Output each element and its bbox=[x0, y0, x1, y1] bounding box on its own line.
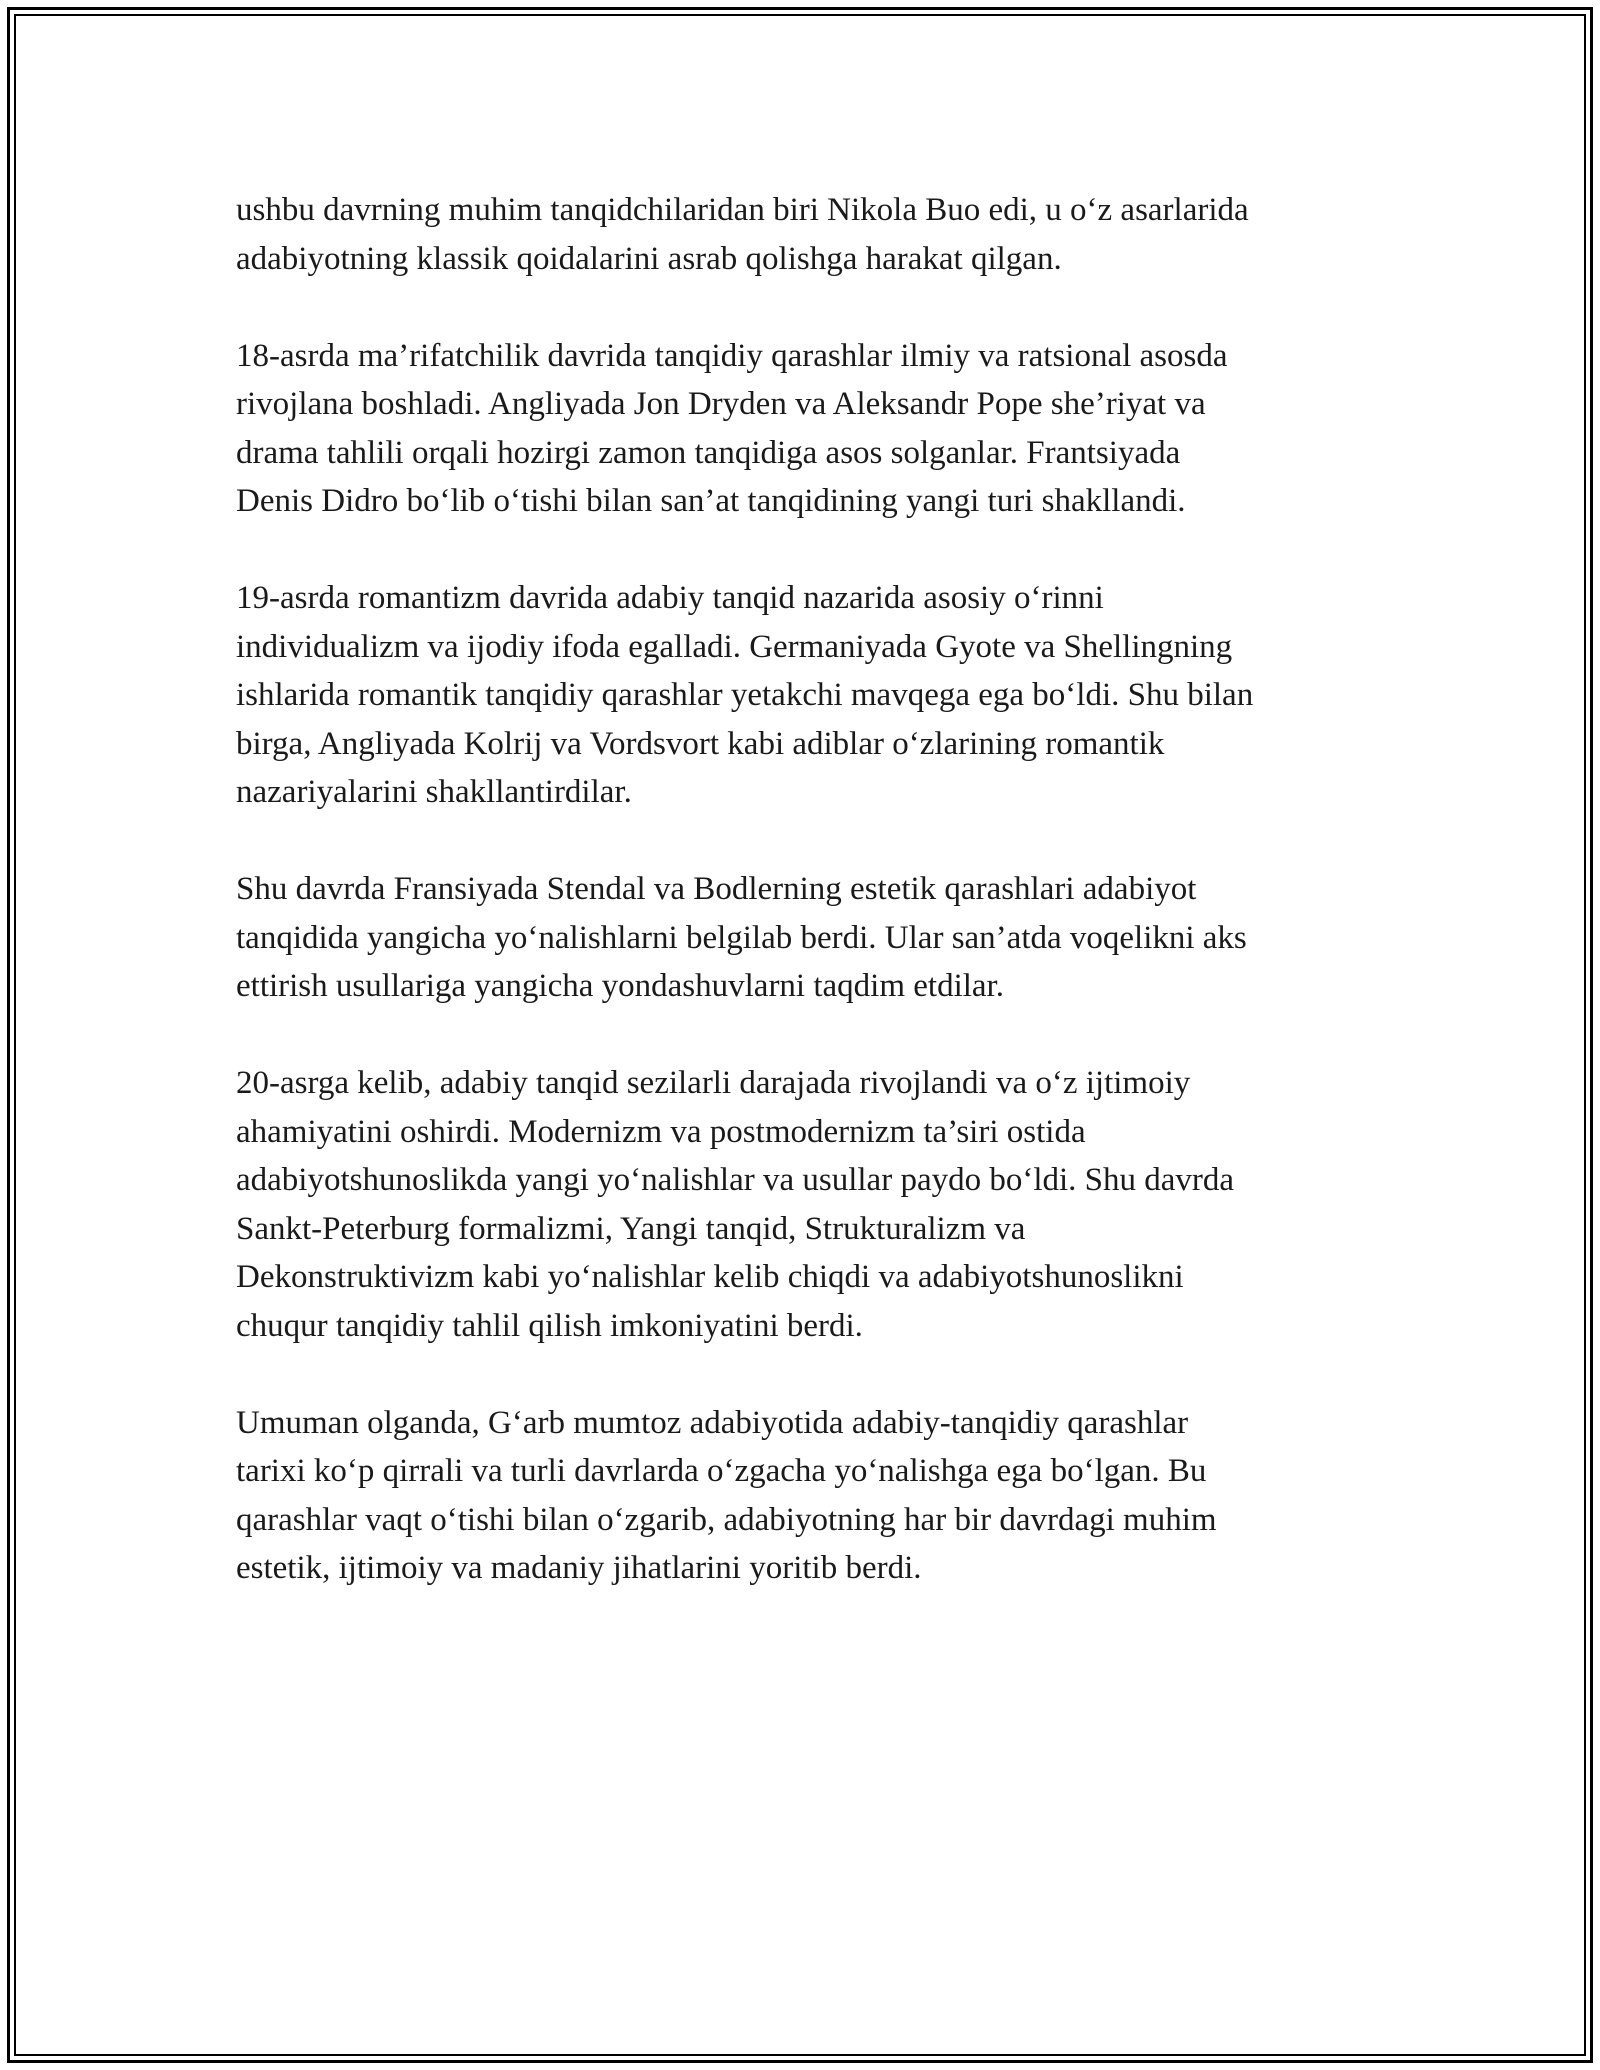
text-line: adabiyotshunoslikda yangi yo‘nalishlar va usullar paydo bo‘ldi. Shu davrda bbox=[236, 1162, 1235, 1198]
text-line: ahamiyatini oshirdi. Modernizm va postmodernizm ta’siri ostida bbox=[236, 1113, 1086, 1150]
text-line: Sankt-Peterburg formalizmi, Yangi tanqid, Strukturalizm va bbox=[236, 1210, 1026, 1247]
text-line: individualizm va ijodiy ifoda egalladi. Germaniyada Gyote va Shellingning bbox=[236, 628, 1233, 665]
text-line: tarixi ko‘p qirrali va turli davrlarda o‘zgacha yo‘nalishga ega bo‘lgan. Bu bbox=[236, 1453, 1207, 1489]
paragraph-4 bbox=[236, 865, 1376, 1011]
text-line: birga, Angliyada Kolrij va Vordsvort kabi adiblar o‘zlarining romantik bbox=[236, 725, 1165, 762]
text-line: nazariyalarini shakllantirdilar. bbox=[236, 774, 632, 810]
paragraph-1 bbox=[236, 186, 1376, 283]
text-line: rivojlana boshladi. Angliyada Jon Dryden va Aleksandr Pope she’riyat va bbox=[236, 386, 1206, 422]
text-line: drama tahlili orqali hozirgi zamon tanqidiga asos solganlar. Frantsiyada bbox=[236, 434, 1181, 471]
text-line: ushbu davrning muhim tanqidchilaridan biri Nikola Buo edi, u o‘z asarlarida bbox=[236, 192, 1249, 228]
text-line: adabiyotning klassik qoidalarini asrab qolishga harakat qilgan. bbox=[236, 240, 1062, 277]
text-line: tanqidida yangicha yo‘nalishlarni belgilab berdi. Ular san’atda voqelikni aks bbox=[236, 919, 1247, 956]
text-line: 19-asrda romantizm davrida adabiy tanqid nazarida asosiy o‘rinni bbox=[236, 580, 1104, 616]
text-line: ettirish usullariga yangicha yondashuvlarni taqdim etdilar. bbox=[236, 968, 1004, 1004]
text-line: chuqur tanqidiy tahlil qilish imkoniyatini berdi. bbox=[236, 1307, 863, 1344]
paragraph-3 bbox=[236, 574, 1376, 817]
text-line: estetik, ijtimoiy va madaniy jihatlarini yoritib berdi. bbox=[236, 1550, 922, 1586]
text-line: 20-asrga kelib, adabiy tanqid sezilarli darajada rivojlandi va o‘z ijtimoiy bbox=[236, 1065, 1191, 1101]
text-line: qarashlar vaqt o‘tishi bilan o‘zgarib, adabiyotning har bir davrdagi muhim bbox=[236, 1501, 1217, 1538]
text-line: Umuman olganda, G‘arb mumtoz adabiyotida adabiy-tanqidiy qarashlar bbox=[236, 1404, 1189, 1441]
text-line: ishlarida romantik tanqidiy qarashlar yetakchi mavqega ega bo‘ldi. Shu bilan bbox=[236, 677, 1254, 713]
text-line: Shu davrda Fransiyada Stendal va Bodlerning estetik qarashlari adabiyot bbox=[236, 871, 1197, 907]
paragraph-6 bbox=[236, 1399, 1376, 1593]
text-line: Denis Didro bo‘lib o‘tishi bilan san’at tanqidining yangi turi shakllandi. bbox=[236, 483, 1186, 519]
paragraph-2 bbox=[236, 332, 1376, 526]
document-body bbox=[236, 186, 1376, 1641]
paragraph-5 bbox=[236, 1059, 1376, 1350]
text-line: 18-asrda ma’rifatchilik davrida tanqidiy qarashlar ilmiy va ratsional asosda bbox=[236, 337, 1228, 374]
text-line: Dekonstruktivizm kabi yo‘nalishlar kelib chiqdi va adabiyotshunoslikni bbox=[236, 1259, 1184, 1295]
